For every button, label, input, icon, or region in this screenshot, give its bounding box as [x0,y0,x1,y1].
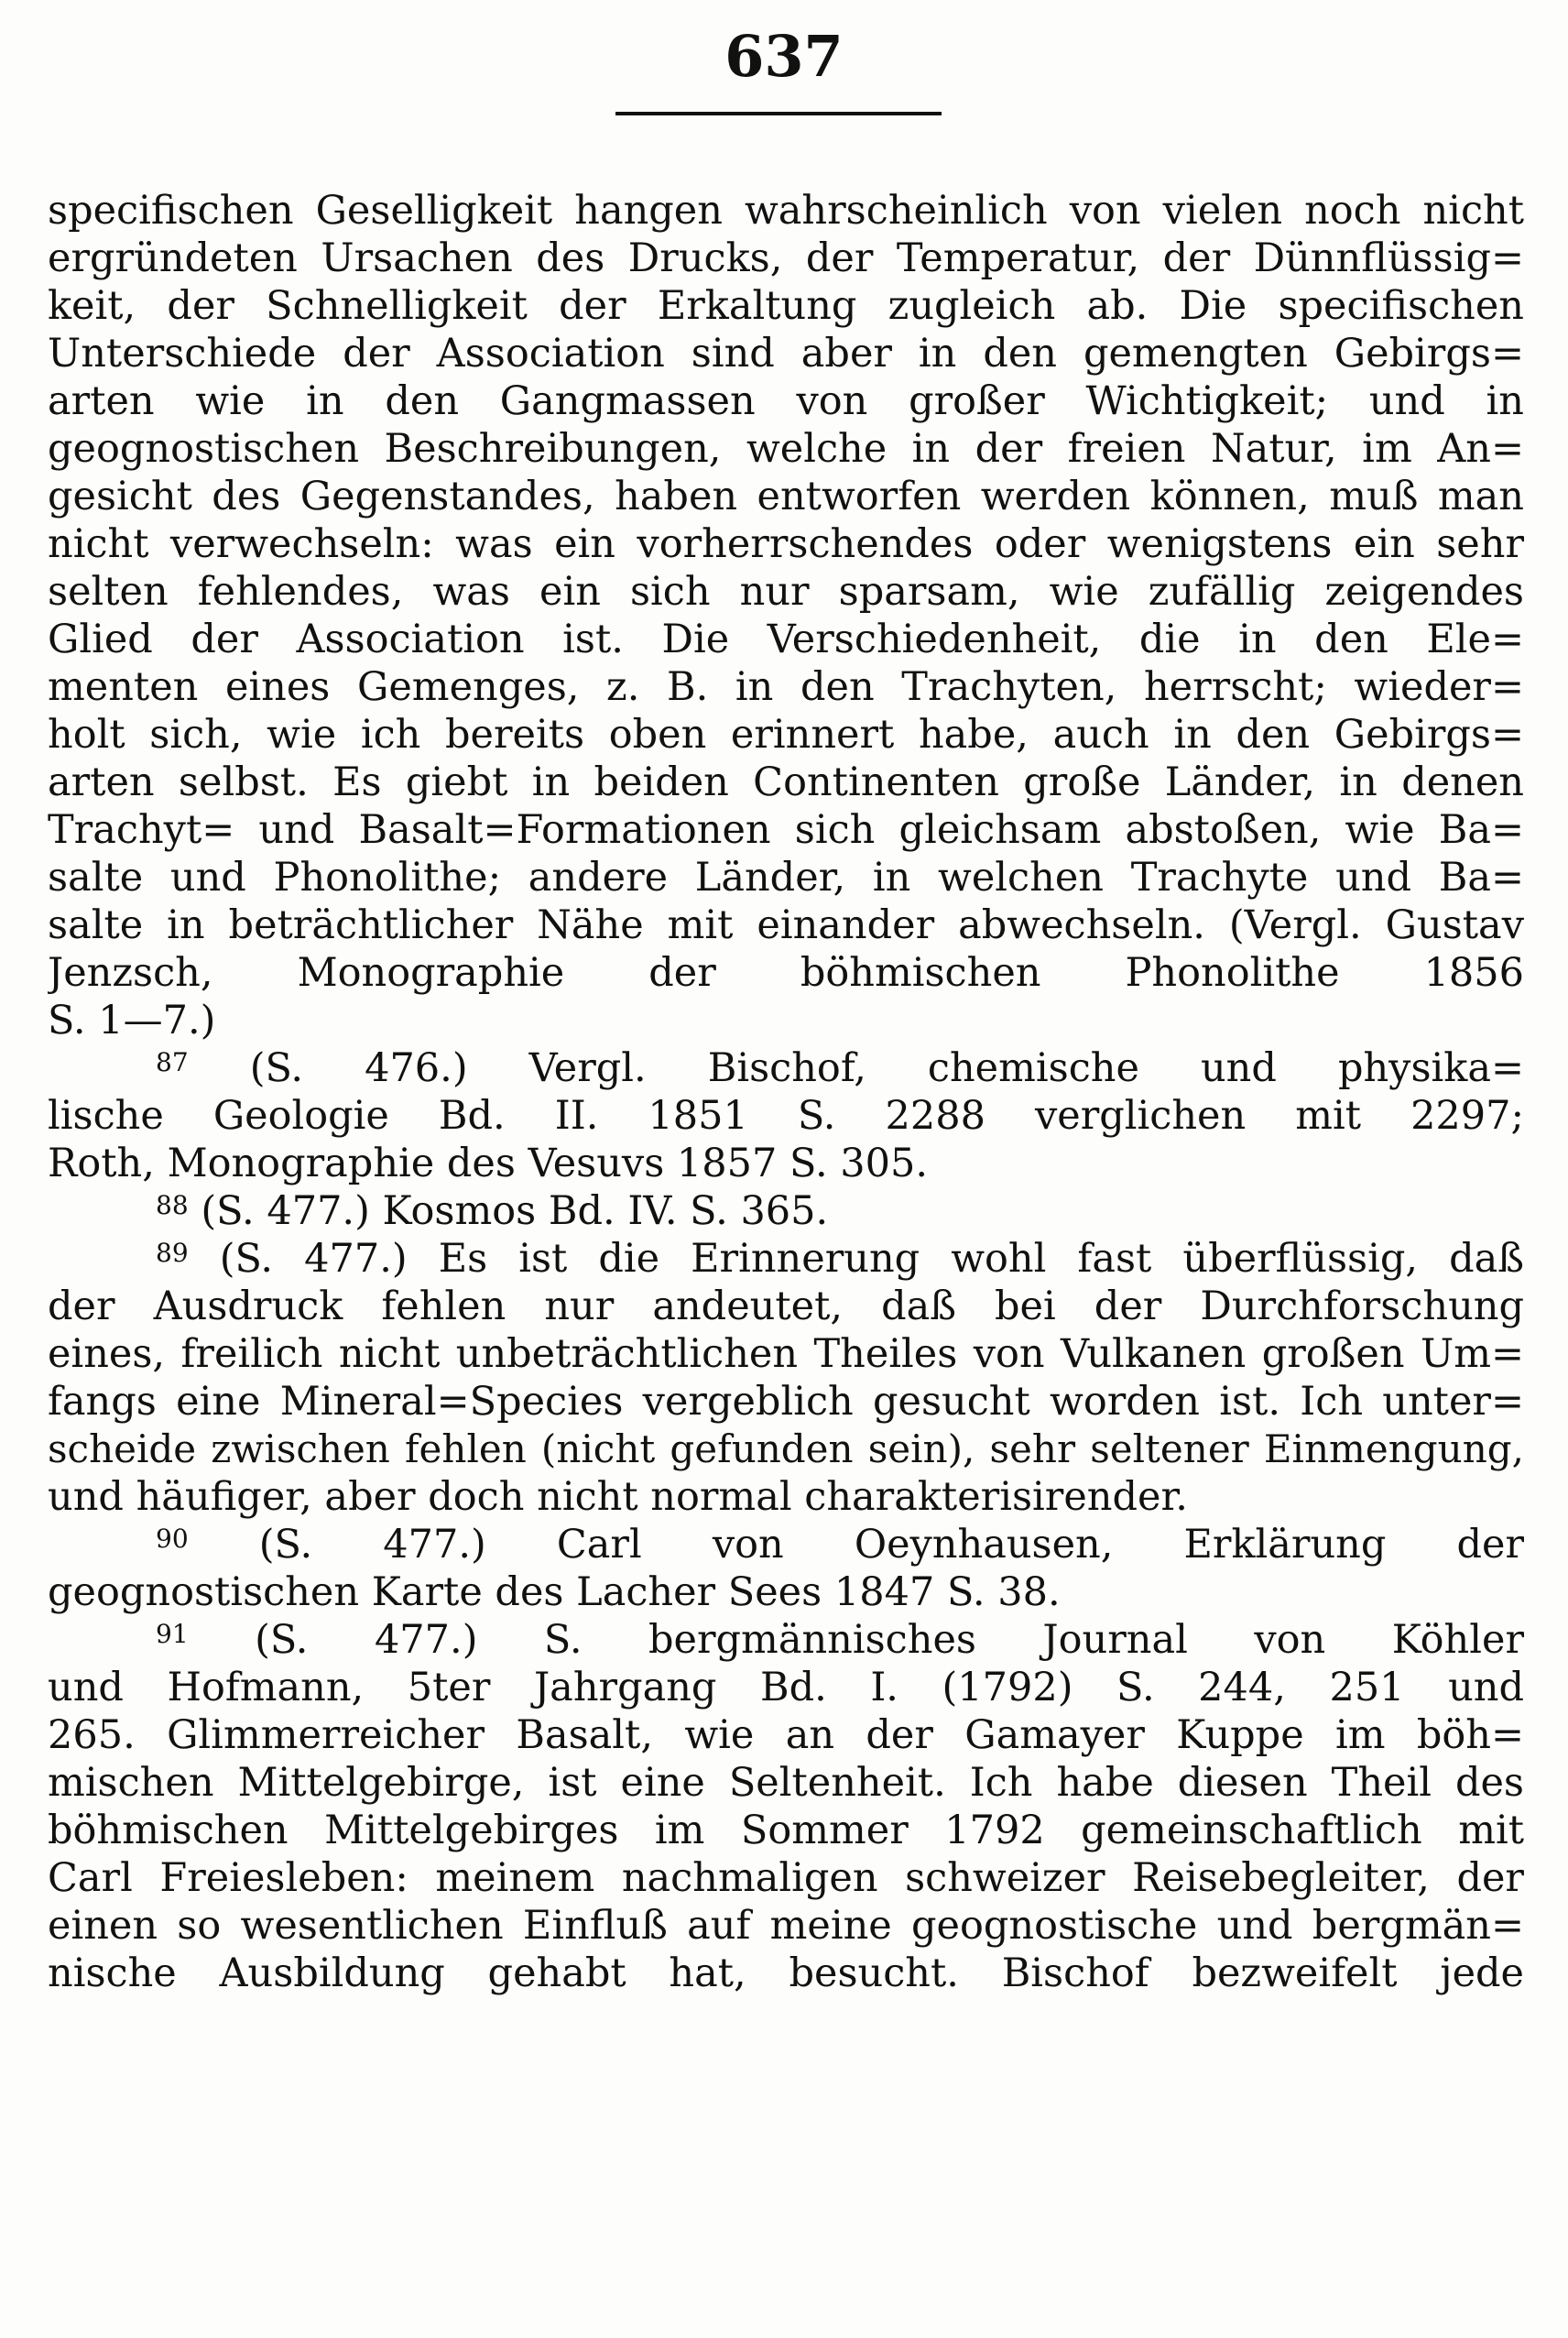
line-text: salte in beträchtlicher Nähe mit einander abwechseln. (Vergl. Gustav [48,902,1524,948]
line-text: einen so wesentlichen Einfluß auf meine geognostische und bergmän= [48,1903,1524,1949]
text-line [48,759,1524,806]
line-text: ergründeten Ursachen des Drucks, der Temperatur, der Dünnflüssig= [48,235,1524,281]
text-line [48,616,1524,663]
line-text: S. 1—7.) [48,998,216,1043]
text-line [48,1330,1524,1378]
footnote-number: 91 [156,1619,189,1649]
line-text: arten wie in den Gangmassen von großer Wichtigkeit; und in [48,378,1524,424]
text-line [48,1902,1524,1950]
text-line [48,1473,1524,1521]
text-line [48,1759,1524,1807]
line-text: eines, freilich nicht unbeträchtlichen Theiles von Vulkanen großen Um= [48,1331,1524,1377]
text-line [48,1092,1524,1140]
line-text: 265. Glimmerreicher Basalt, wie an der Gamayer Kuppe im böh= [48,1712,1524,1758]
line-text: Jenzsch, Monographie der böhmischen Phonolithe 1856 [48,950,1524,996]
text-line [48,663,1524,711]
line-text: mischen Mittelgebirge, ist eine Seltenheit. Ich habe diesen Theil des [48,1760,1524,1806]
text-line [48,282,1524,330]
line-text: lische Geologie Bd. II. 1851 S. 2288 verglichen mit 2297; [48,1093,1524,1139]
line-text: (S. 477.) Es ist die Erinnerung wohl fast überflüssig, daß [219,1236,1524,1282]
text-line [48,1568,1524,1616]
text-line [48,568,1524,616]
text-line [48,1950,1524,1997]
page-number: 637 [724,23,844,90]
footnote-number: 90 [156,1524,189,1554]
line-text: (S. 477.) Kosmos Bd. IV. S. 365. [201,1188,829,1234]
footnote-line [48,1521,1524,1568]
line-text: holt sich, wie ich bereits oben erinnert habe, auch in den Gebirgs= [48,712,1524,758]
text-line [48,377,1524,425]
text-line [48,187,1524,235]
line-text: salte und Phonolithe; andere Länder, in welchen Trachyte und Ba= [48,855,1524,901]
line-text: fangs eine Mineral=Species vergeblich gesucht worden ist. Ich unter= [48,1379,1524,1425]
footnote-number: 88 [156,1190,189,1220]
line-text: Glied der Association ist. Die Verschiedenheit, die in den Ele= [48,617,1524,662]
footnote-number: 89 [156,1238,189,1268]
text-line [48,1283,1524,1330]
footnote-line [48,1616,1524,1664]
text-line [48,711,1524,759]
text-line [48,901,1524,949]
line-text: (S. 477.) S. bergmännisches Journal von Köhler [255,1617,1524,1663]
line-text: böhmischen Mittelgebirges im Sommer 1792 gemeinschaftlich mit [48,1808,1524,1853]
line-text: (S. 477.) Carl von Oeynhausen, Erklärung der [258,1522,1524,1568]
line-text: menten eines Gemenges, z. B. in den Trachyten, herrscht; wieder= [48,664,1524,710]
text-line [48,949,1524,997]
line-text: geognostischen Beschreibungen, welche in der freien Natur, im An= [48,426,1524,472]
line-text: (S. 476.) Vergl. Bischof, chemische und physika= [249,1045,1524,1091]
text-line [48,1426,1524,1473]
line-text: arten selbst. Es giebt in beiden Continenten große Länder, in denen [48,759,1524,805]
text-line [48,1664,1524,1711]
line-text: keit, der Schnelligkeit der Erkaltung zugleich ab. Die specifischen [48,283,1524,329]
text-line [48,1378,1524,1426]
text-line [48,235,1524,282]
text-line [48,520,1524,568]
footnote-line [48,1044,1524,1092]
line-text: Roth, Monographie des Vesuvs 1857 S. 305. [48,1141,929,1186]
line-text: nische Ausbildung gehabt hat, besucht. Bischof bezweifelt jede [48,1950,1524,1996]
text-line [48,1140,1524,1187]
line-text: Trachyt= und Basalt=Formationen sich gleichsam abstoßen, wie Ba= [48,807,1524,853]
line-text: Carl Freiesleben: meinem nachmaligen schweizer Reisebegleiter, der [48,1855,1524,1901]
line-text: und Hofmann, 5ter Jahrgang Bd. I. (1792) S. 244, 251 und [48,1665,1524,1710]
line-text: specifischen Geselligkeit hangen wahrscheinlich von vielen noch nicht [48,188,1524,234]
text-line [48,1807,1524,1854]
footnote-line [48,1235,1524,1283]
text-line [48,330,1524,377]
text-line [48,425,1524,473]
body-text [48,187,1524,1997]
line-text: nicht verwechseln: was ein vorherrschendes oder wenigstens ein sehr [48,521,1524,567]
line-text: Unterschiede der Association sind aber in den gemengten Gebirgs= [48,331,1524,377]
line-text: geognostischen Karte des Lacher Sees 1847 S. 38. [48,1569,1061,1615]
line-text: der Ausdruck fehlen nur andeutet, daß bei der Durchforschung [48,1284,1524,1329]
text-line [48,997,1524,1044]
text-line [48,1711,1524,1759]
footnote-number: 87 [156,1047,189,1077]
line-text: scheide zwischen fehlen (nicht gefunden sein), sehr seltener Einmengung, [48,1426,1524,1471]
text-line [48,473,1524,520]
line-text: gesicht des Gegenstandes, haben entworfen werden können, muß man [48,474,1524,519]
text-line [48,806,1524,854]
line-text: selten fehlendes, was ein sich nur sparsam, wie zufällig zeigendes [48,569,1524,615]
header-rule [615,112,942,115]
line-text: und häufiger, aber doch nicht normal charakterisirender. [48,1474,1188,1520]
footnote-line [48,1187,1524,1235]
text-line [48,1854,1524,1902]
text-line [48,854,1524,901]
